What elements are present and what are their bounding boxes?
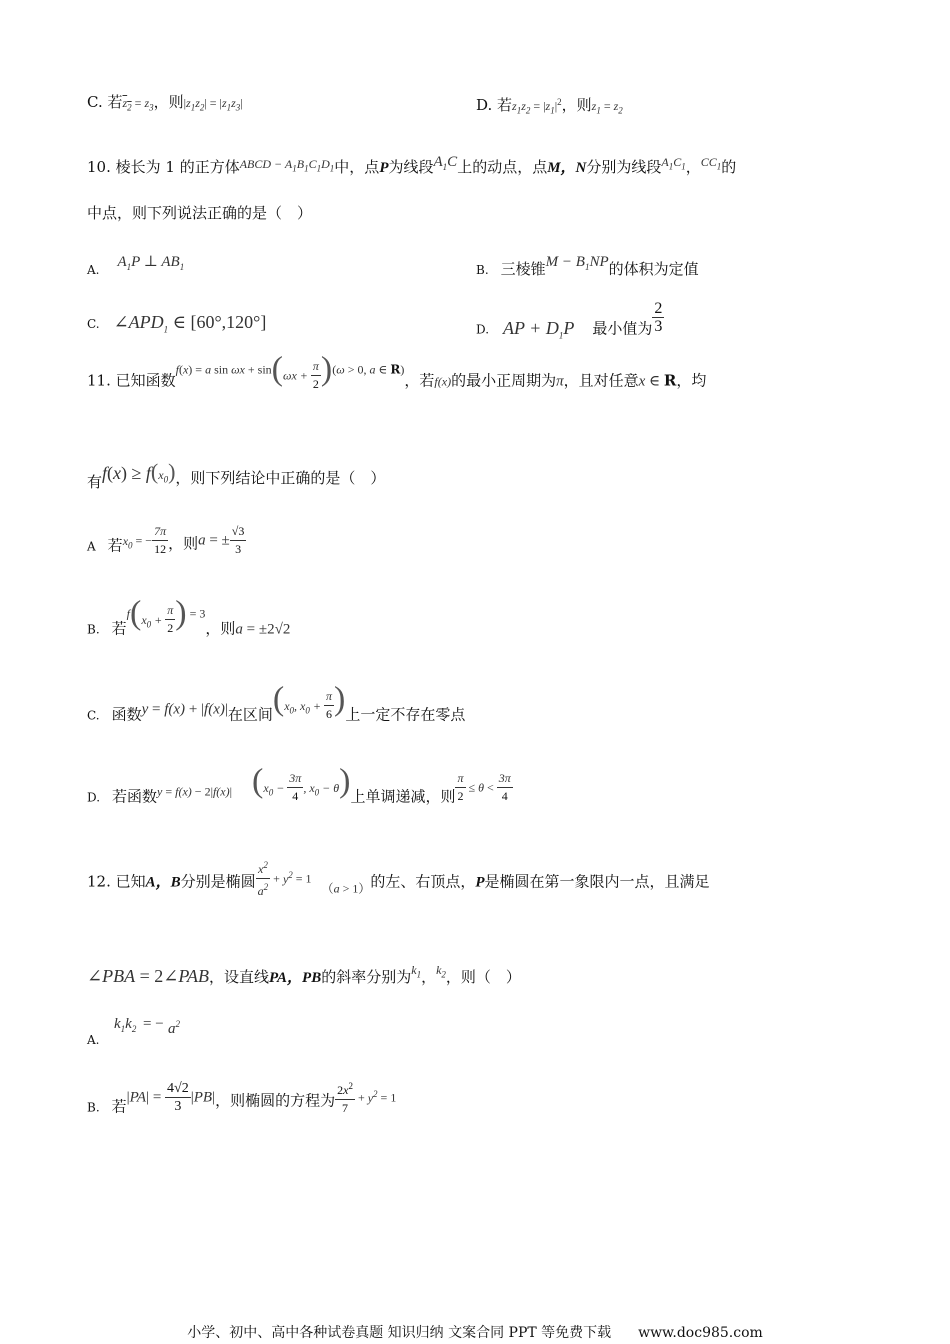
q12-option-b: $_{B.}$ 若|PA| = $\frac{4√2}{3}$ |PB|，则椭圆的方程为 $\frac{2x^2}{7}$ + $y^2 = 1$ bbox=[87, 1078, 396, 1118]
q10-option-d: $_{D.}$ AP + $D_1P$ 最小值为 $\frac{2}{3}$ bbox=[476, 300, 663, 341]
q9-option-c: C. 若$z_2 = z_3$，则$|z_1z_2| = |z_1z_3|$ bbox=[87, 93, 243, 113]
q11-option-c: $_{C.}$ 函数y = f(x) + |f(x)|在区间($x_0$, $x_0$ + $\frac{\pi}{6}$ )上一定不存在零点 bbox=[87, 680, 466, 724]
q10-option-b: B. 三棱锥$M - B_1NP$的体积为定值 bbox=[476, 254, 699, 278]
q11-stem-line2: 有$f(x) \ge f(x_0)$，则下列结论中正确的是（ ） bbox=[87, 459, 386, 491]
q10-option-c: C. $\angle APD_1$ ∈ [60°,120°] bbox=[87, 312, 267, 335]
q11-stem: 11. 已知函数$^{f(x) =}$ $^a$ $^{sin}$ $^{\omega x}$ $^{+ sin}$(ωx + $\frac{\pi}{2}$ )$^{(\omega}$ $^{> 0,}$ $^a$ ∈ $^{R)}$，若$_{f(x)}$的最小正周期为π，且对任意x ∈ R，均 bbox=[87, 350, 707, 391]
page-footer bbox=[0, 1322, 950, 1342]
q11-option-b: $_{B.}$ 若$^f(x_0$ + $\frac{\pi}{2}$ ) $^{= 3}$，则a = ±2√2 bbox=[87, 594, 291, 638]
q12-stem: 12. 已知A，B分别是椭圆 $\frac{x^2}{a^2}$ + $y^2 = 1_{(a}$ $_{> 1)}$的左、右顶点，P是椭圆在第一象限内一点，且满足 bbox=[87, 857, 710, 900]
footer-url[interactable]: www.doc985.com bbox=[638, 1325, 763, 1341]
q10-stem: 10. 棱长为 1 的正方体$^{ABCD - A_1B_1C_1D_1}$中，点P为线段$A_1C$上的动点，点M，N分别为线段$^{A_1C_1}$，$^{CC_1}$的 bbox=[87, 154, 737, 176]
q12-stem-line2: ∠PBA = 2∠PAB，设直线PA，PB的斜率分别为$^{k_1}$，$^{k_2}$，则（ ） bbox=[87, 963, 521, 986]
q9-option-d: D. 若$z_1z_2 = |z_1|^2$，则$z_1 = z_2$ bbox=[476, 96, 623, 116]
q11-option-d: $_{D.}$ 若函数$_y$ $_=$ $_{f(x)}$ $_{- 2|f(x)|}$ ($x_0$ − $\frac{3\pi}{4}$ , $x_0 - \theta$)上单调递减，则 $\frac{\pi}{2}$ ≤ θ < $\frac{3\pi}{4}$ bbox=[87, 762, 511, 806]
q10-stem-line2: 中点，则下列说法正确的是（ ） bbox=[87, 204, 313, 222]
q11-option-a: $_A$ 若$x_0$ = − $\frac{7\pi}{12}$ ，则a = ± $\frac{√3}{3}$ bbox=[87, 524, 245, 556]
q10-option-a: A. $A_1P$ ⊥ $AB_1$ bbox=[87, 254, 185, 277]
footer-text: 小学、初中、高中各种试卷真题 知识归纳 文案合同 PPT 等免费下载 bbox=[187, 1325, 612, 1341]
